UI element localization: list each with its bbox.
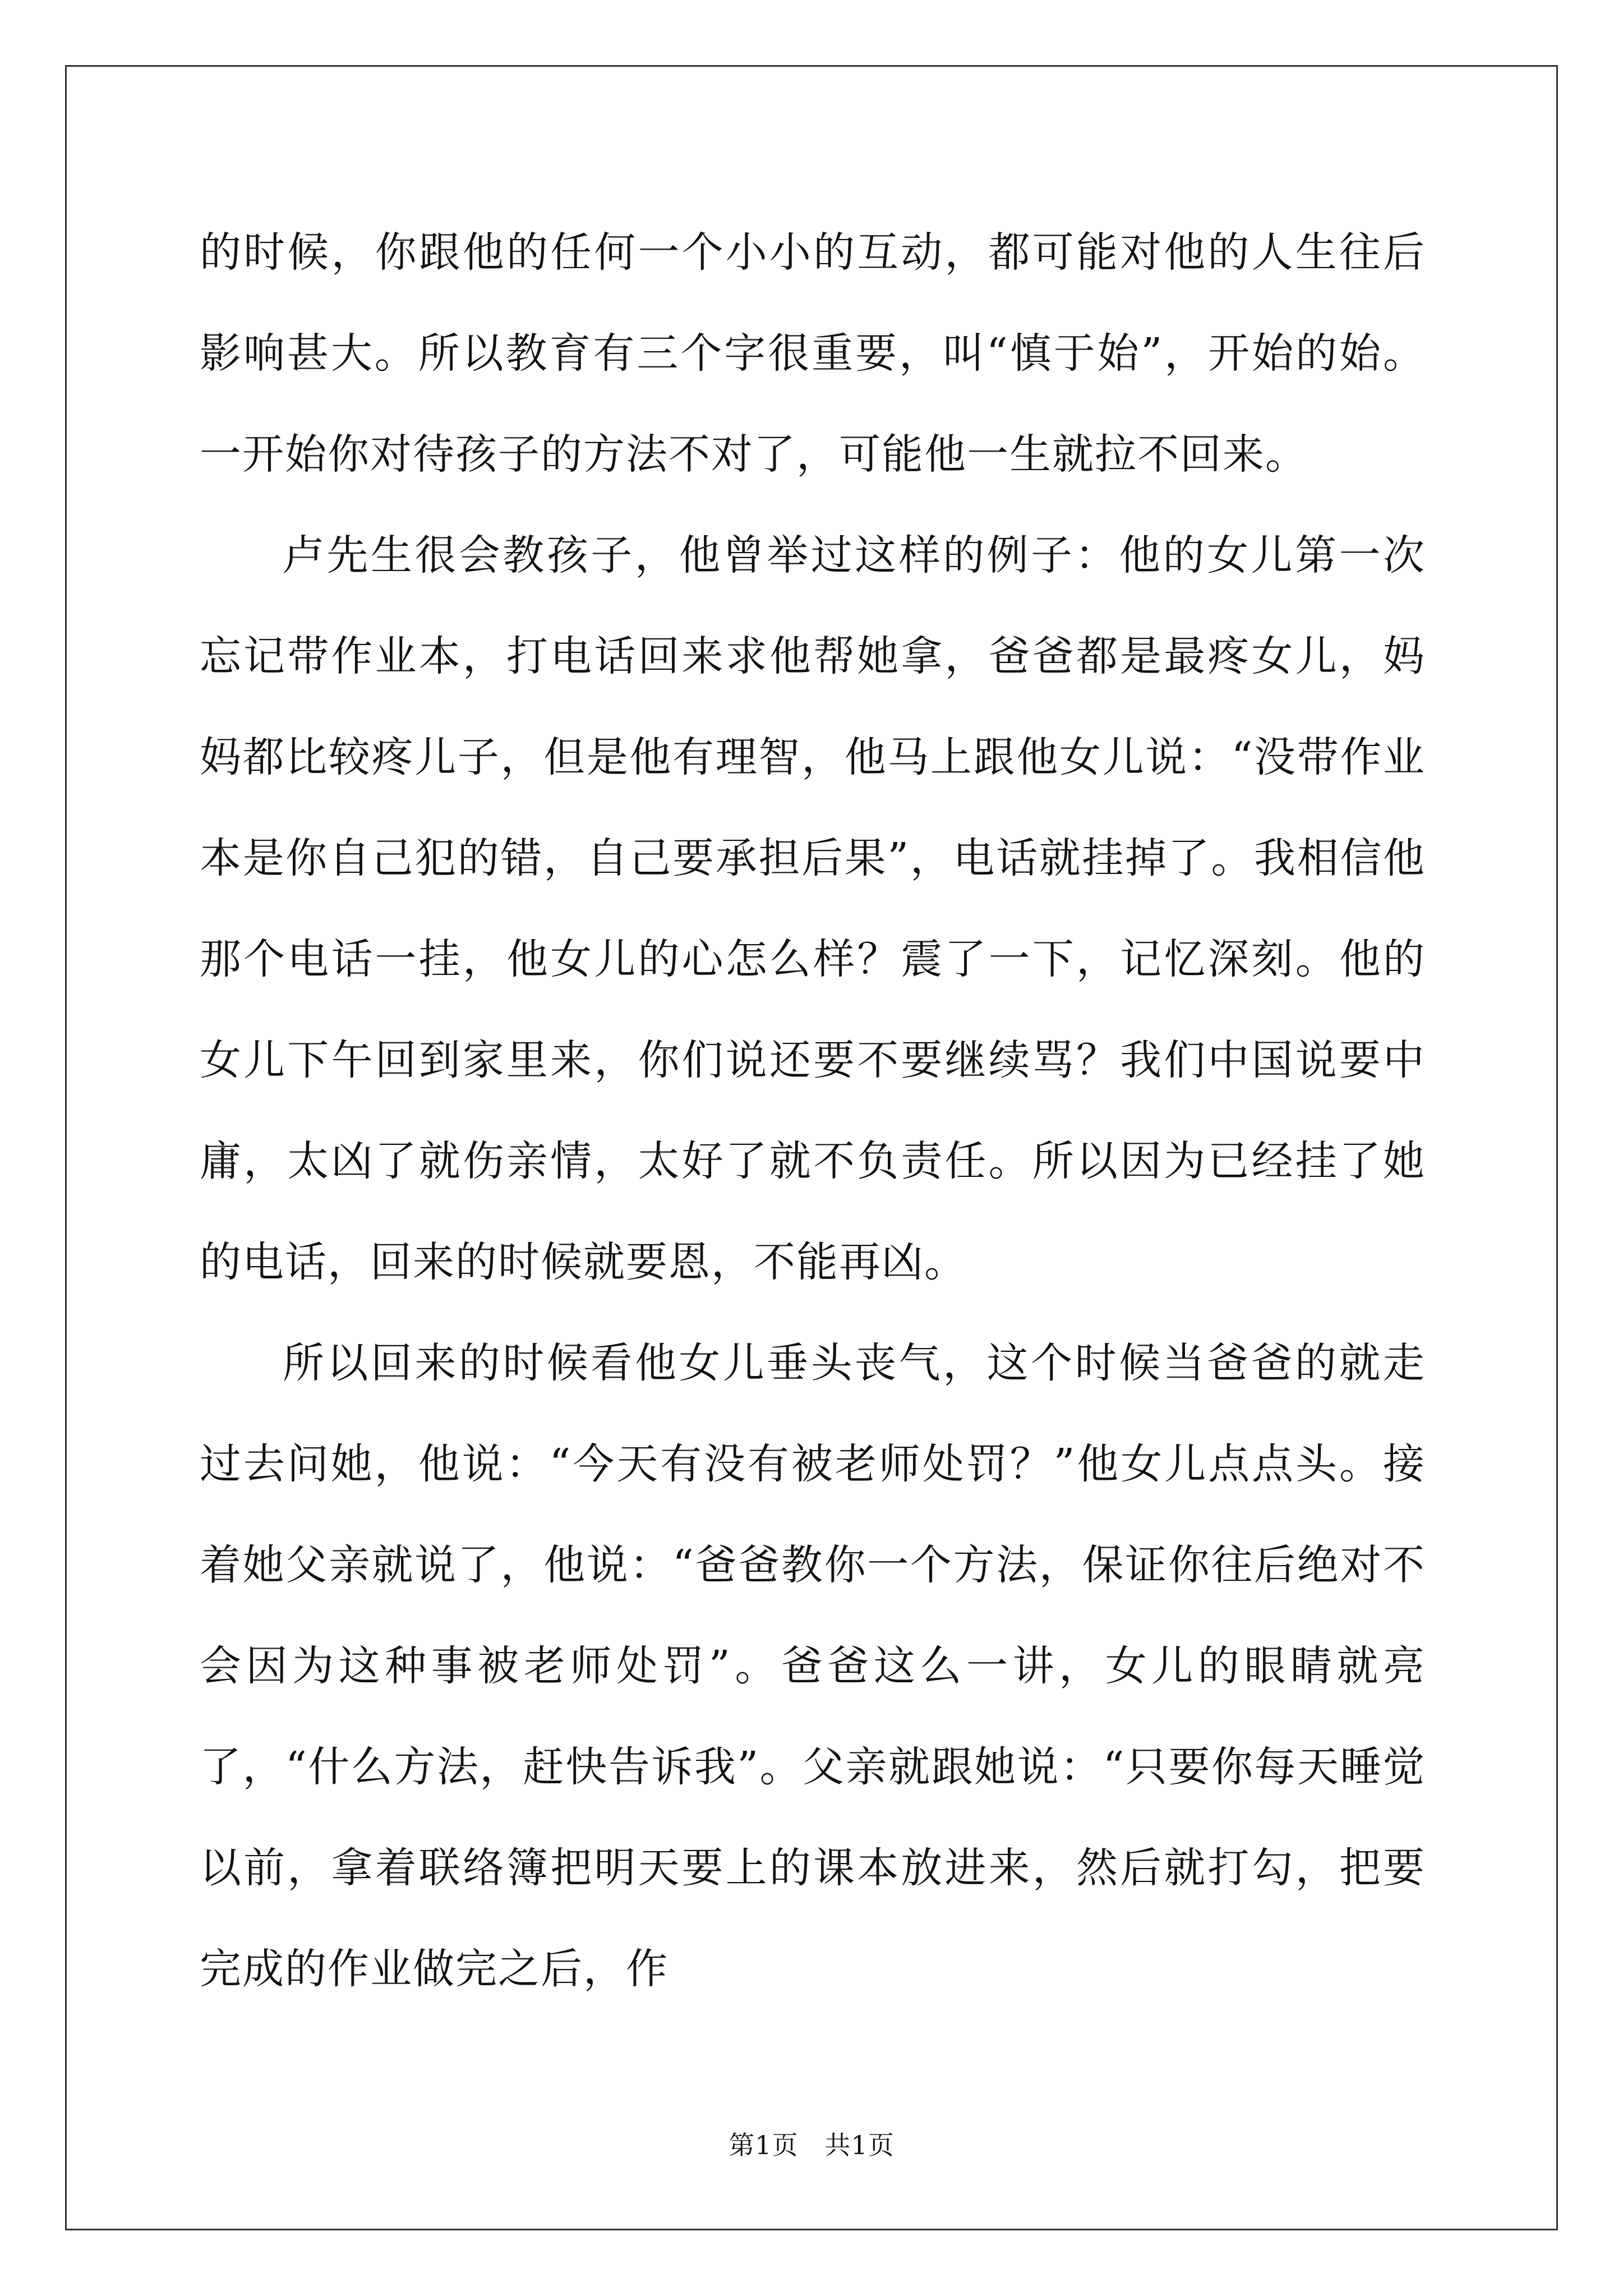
page-number-footer: 第1页 共1页 [728,2130,895,2160]
document-body [200,202,1426,2019]
paragraph: 所以回来的时候看他女儿垂头丧气，这个时候当爸爸的就走过去问她，他说：“今天有没有被老师处罚？”他女儿点点头。接着她父亲就说了，他说：“爸爸教你一个方法，保证你往后绝对不会因为这种事被老师处罚”。爸爸这么一讲，女儿的眼睛就亮了，“什么方法，赶快告诉我”。父亲就跟她说：“只要你每天睡觉以前，拿着联络簿把明天要上的课本放进来，然后就打勾，把要完成的作业做完之后，作 [200,1339,1426,1993]
paragraph: 卢先生很会教孩子，他曾举过这样的例子：他的女儿第一次忘记带作业本，打电话回来求他帮她拿，爸爸都是最疼女儿，妈妈都比较疼儿子，但是他有理智，他马上跟他女儿说：“没带作业本是你自己犯的错，自己要承担后果”，电话就挂掉了。我相信他那个电话一挂，他女儿的心怎么样？震了一下，记忆深刻。他的女儿下午回到家里来，你们说还要不要继续骂？我们中国说要中庸，太凶了就伤亲情，太好了就不负责任。所以因为已经挂了她的电话，回来的时候就要恩，不能再凶。 [200,531,1426,1286]
paragraph: 的时候，你跟他的任何一个小小的互动，都可能对他的人生往后影响甚大。所以教育有三个字很重要，叫“慎于始”，开始的始。一开始你对待孩子的方法不对了，可能他一生就拉不回来。 [200,228,1426,478]
